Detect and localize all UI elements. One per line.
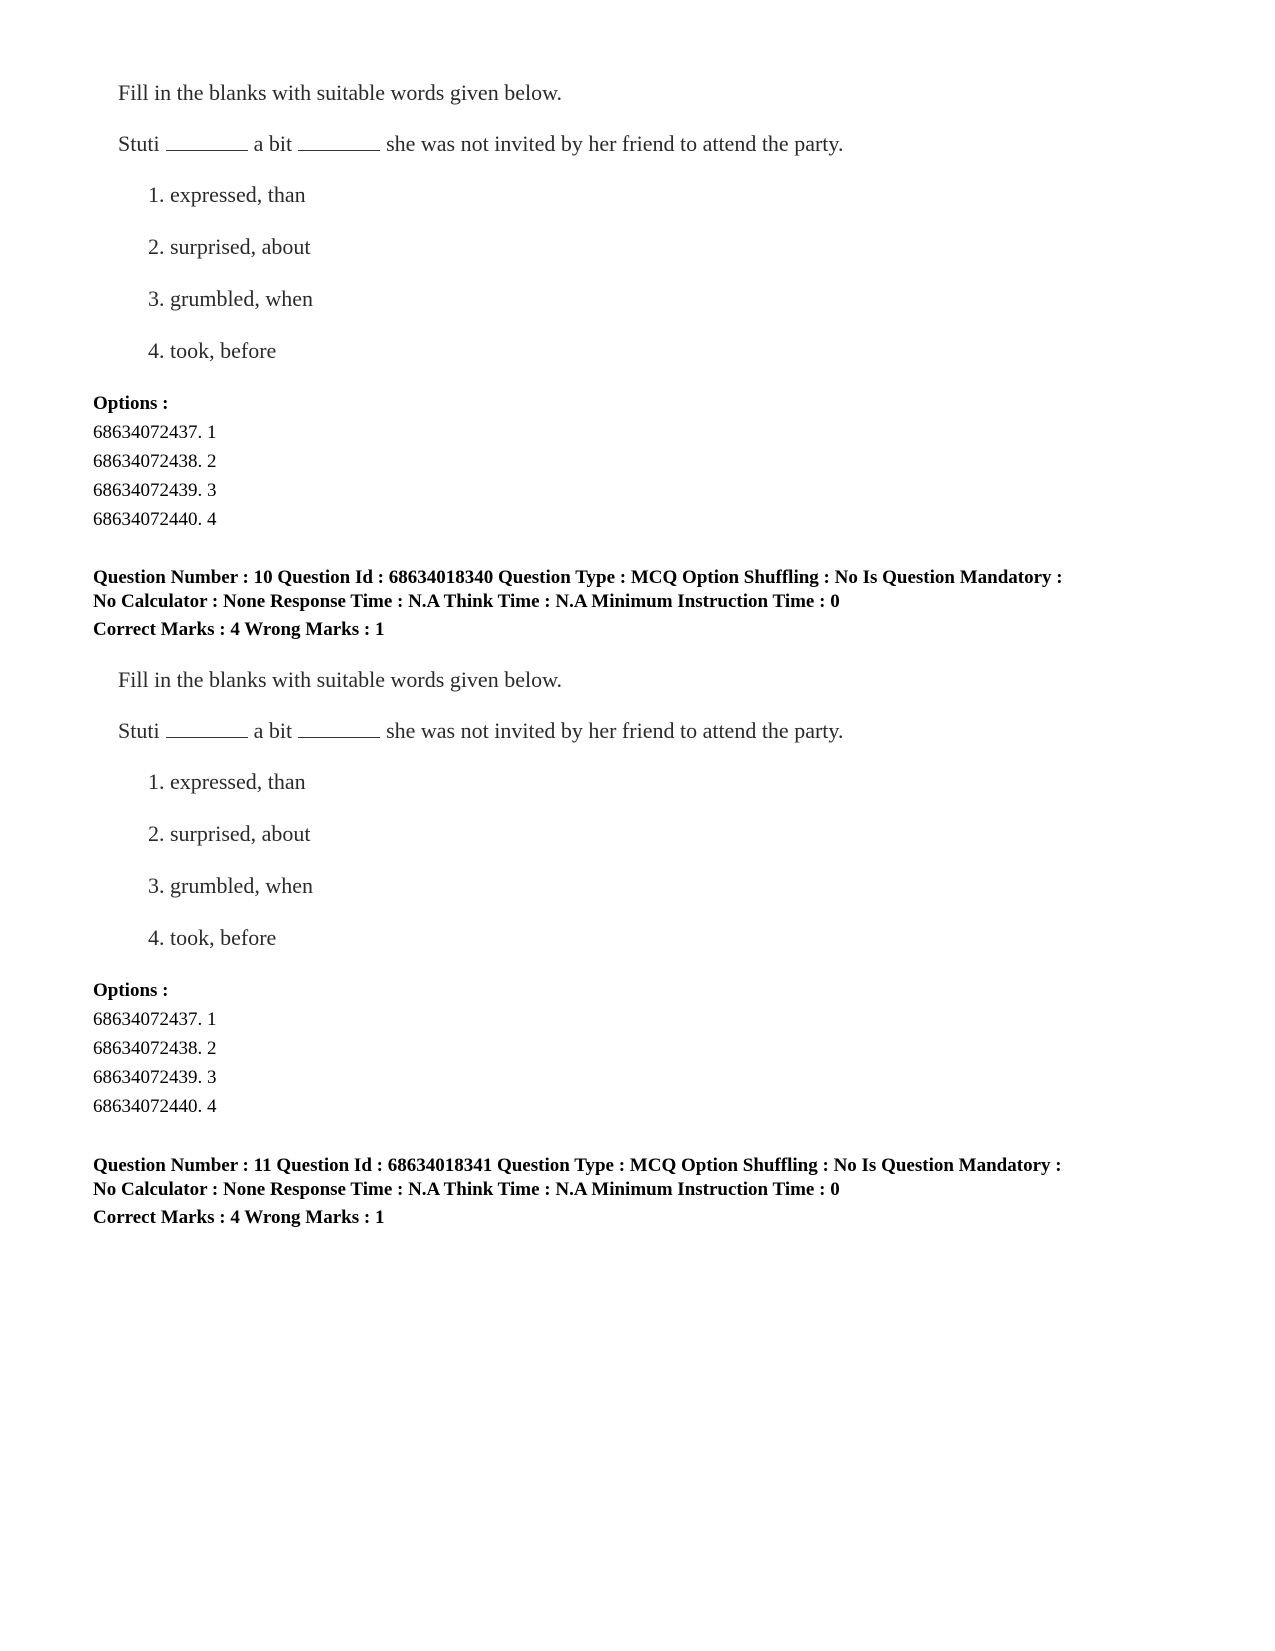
choice-3: 3. grumbled, when bbox=[148, 873, 313, 898]
choice-2: 2. surprised, about bbox=[148, 821, 311, 846]
options-block-1 bbox=[93, 389, 217, 534]
options-block-2 bbox=[93, 976, 217, 1121]
option-item: 68634072439. 3 bbox=[93, 1067, 217, 1088]
question-meta-line-2: No Calculator : None Response Time : N.A Think Time : N.A Minimum Instruction Time : 0 bbox=[93, 591, 840, 612]
sentence-mid: a bit bbox=[253, 718, 293, 743]
fill-in-sentence bbox=[118, 128, 843, 159]
sentence-mid: a bit bbox=[253, 131, 293, 156]
sentence-end: she was not invited by her friend to attend the party. bbox=[386, 131, 844, 156]
question-meta-10 bbox=[93, 566, 1213, 642]
blank-1 bbox=[166, 715, 248, 738]
option-item: 68634072438. 2 bbox=[93, 1038, 217, 1059]
sentence-start: Stuti bbox=[118, 718, 160, 743]
question-meta-line-1: Question Number : 11 Question Id : 68634018341 Question Type : MCQ Option Shuffling : No Is Question Mandatory : bbox=[93, 1155, 1062, 1176]
option-item: 68634072440. 4 bbox=[93, 1096, 217, 1117]
sentence-start: Stuti bbox=[118, 131, 160, 156]
blank-2 bbox=[298, 715, 380, 738]
option-item: 68634072437. 1 bbox=[93, 422, 217, 443]
option-item: 68634072440. 4 bbox=[93, 509, 217, 530]
blank-2 bbox=[298, 128, 380, 151]
question-marks: Correct Marks : 4 Wrong Marks : 1 bbox=[93, 1207, 385, 1228]
choice-2: 2. surprised, about bbox=[148, 234, 311, 259]
choice-1: 1. expressed, than bbox=[148, 182, 306, 207]
question-meta-line-2: No Calculator : None Response Time : N.A Think Time : N.A Minimum Instruction Time : 0 bbox=[93, 1179, 840, 1200]
option-item: 68634072438. 2 bbox=[93, 451, 217, 472]
fill-in-sentence bbox=[118, 715, 843, 746]
option-item: 68634072437. 1 bbox=[93, 1009, 217, 1030]
question-prompt: Fill in the blanks with suitable words given below. bbox=[118, 667, 563, 692]
choice-4: 4. took, before bbox=[148, 338, 277, 363]
question-prompt: Fill in the blanks with suitable words given below. bbox=[118, 80, 563, 105]
option-item: 68634072439. 3 bbox=[93, 480, 217, 501]
question-meta-11 bbox=[93, 1154, 1213, 1230]
options-label: Options : bbox=[93, 980, 169, 1001]
sentence-end: she was not invited by her friend to attend the party. bbox=[386, 718, 844, 743]
choice-3: 3. grumbled, when bbox=[148, 286, 313, 311]
choice-1: 1. expressed, than bbox=[148, 769, 306, 794]
blank-1 bbox=[166, 128, 248, 151]
choice-4: 4. took, before bbox=[148, 925, 277, 950]
options-label: Options : bbox=[93, 393, 169, 414]
question-marks: Correct Marks : 4 Wrong Marks : 1 bbox=[93, 619, 385, 640]
question-meta-line-1: Question Number : 10 Question Id : 68634018340 Question Type : MCQ Option Shuffling : No Is Question Mandatory : bbox=[93, 567, 1063, 588]
